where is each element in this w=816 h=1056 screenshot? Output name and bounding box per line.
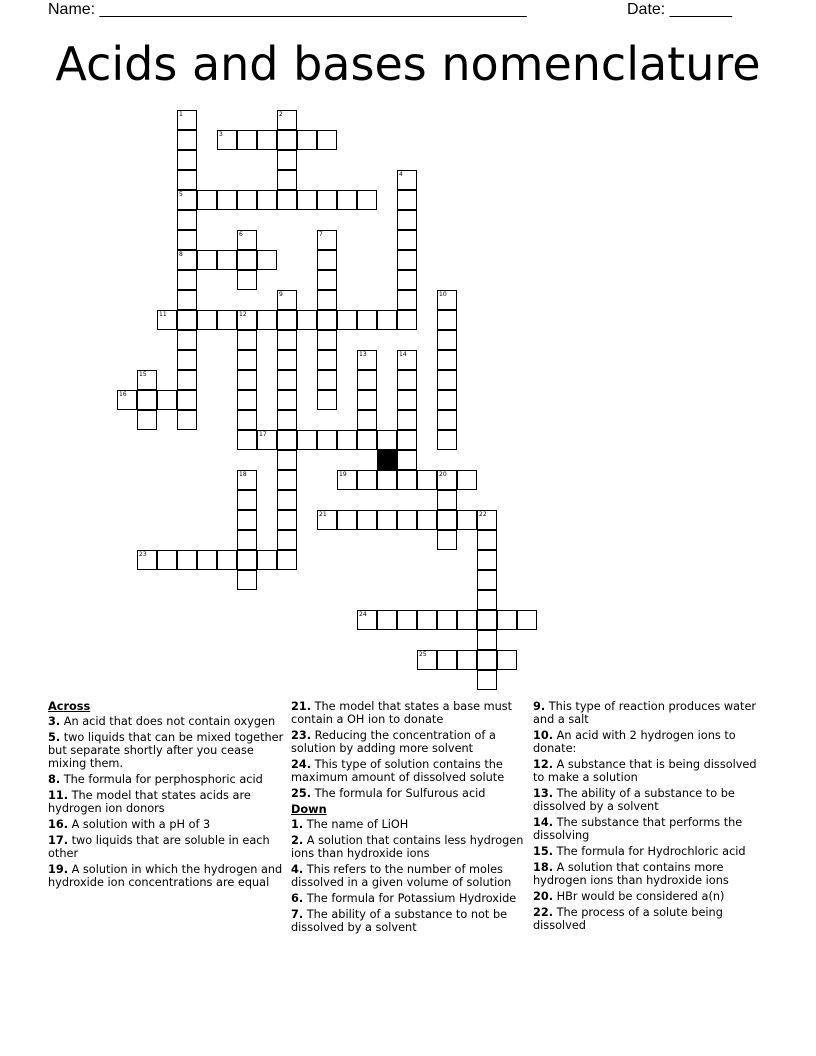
grid-cell[interactable]: [277, 330, 297, 350]
grid-cell[interactable]: [197, 310, 217, 330]
clue-item: [533, 816, 769, 842]
clue-number: 7: [319, 231, 323, 238]
clue-text: The model that states a base must contain a OH ion to donate: [291, 700, 513, 726]
grid-cell[interactable]: [177, 190, 197, 210]
grid-cell[interactable]: [197, 550, 217, 570]
grid-cell[interactable]: [157, 390, 177, 410]
clue-text: The formula for Potassium Hydroxide: [303, 892, 517, 905]
grid-cell[interactable]: [277, 190, 297, 210]
grid-cell[interactable]: [357, 390, 377, 410]
clue-item: [48, 773, 284, 786]
clue-number: 23: [139, 551, 147, 558]
clue-item: [48, 818, 284, 831]
clue-number: 13: [359, 351, 367, 358]
grid-cell[interactable]: [217, 310, 237, 330]
clue-item: [291, 863, 527, 889]
grid-cell[interactable]: [357, 370, 377, 390]
grid-cell[interactable]: [437, 350, 457, 370]
clue-text: Reducing the concentration of a solution by adding more solvent: [291, 729, 496, 755]
grid-cell[interactable]: [317, 510, 337, 530]
grid-cell[interactable]: [477, 570, 497, 590]
clue-text: The model that states acids are hydrogen ion donors: [48, 789, 251, 815]
clue-item: [48, 789, 284, 815]
grid-cell[interactable]: [257, 550, 277, 570]
grid-cell[interactable]: [217, 250, 237, 270]
clue-number: 1: [179, 111, 183, 118]
grid-cell[interactable]: [297, 310, 317, 330]
grid-cell[interactable]: [317, 270, 337, 290]
grid-cell[interactable]: [397, 470, 417, 490]
clue-number-label: 18.: [533, 861, 554, 874]
grid-cell[interactable]: [317, 390, 337, 410]
clue-number-label: 8.: [48, 773, 61, 786]
grid-cell[interactable]: [477, 530, 497, 550]
grid-cell[interactable]: [157, 550, 177, 570]
grid-cell[interactable]: [137, 550, 157, 570]
clue-number-label: 5.: [48, 731, 61, 744]
clue-number-label: 23.: [291, 729, 312, 742]
grid-cell[interactable]: [397, 510, 417, 530]
grid-cell[interactable]: [397, 210, 417, 230]
clue-text: The formula for perphosphoric acid: [60, 773, 263, 786]
grid-cell[interactable]: [377, 610, 397, 630]
clue-number-label: 10.: [533, 729, 554, 742]
clue-item: [533, 787, 769, 813]
grid-cell[interactable]: [477, 670, 497, 690]
grid-cell[interactable]: [437, 470, 457, 490]
grid-cell[interactable]: [317, 290, 337, 310]
grid-cell[interactable]: [337, 510, 357, 530]
grid-cell[interactable]: [397, 190, 417, 210]
grid-cell[interactable]: [217, 550, 237, 570]
clue-number-label: 19.: [48, 863, 69, 876]
grid-cell[interactable]: [397, 170, 417, 190]
clue-number: 24: [359, 611, 367, 618]
clue-text: The formula for Sulfurous acid: [311, 787, 486, 800]
clue-text: The substance that performs the dissolving: [533, 816, 743, 842]
clue-item: [48, 834, 284, 860]
clue-item: [533, 861, 769, 887]
grid-cell[interactable]: [177, 110, 197, 130]
clue-item: [533, 729, 769, 755]
clue-number: 6: [239, 231, 243, 238]
grid-cell[interactable]: [317, 430, 337, 450]
clue-text: A solution with a pH of 3: [68, 818, 211, 831]
grid-cell[interactable]: [497, 610, 517, 630]
grid-cell[interactable]: [177, 290, 197, 310]
clue-number: 19: [339, 471, 347, 478]
grid-cell[interactable]: [477, 550, 497, 570]
clue-number: 3: [219, 131, 223, 138]
grid-cell[interactable]: [377, 310, 397, 330]
clue-number-label: 22.: [533, 906, 554, 919]
grid-cell[interactable]: [337, 190, 357, 210]
grid-cell[interactable]: [257, 250, 277, 270]
clue-number: 9: [279, 291, 283, 298]
clue-text: A solution in which the hydrogen and hydroxide ion concentrations are equal: [48, 863, 283, 889]
grid-cell[interactable]: [357, 610, 377, 630]
clue-number: 17: [259, 431, 267, 438]
clue-item: [291, 729, 527, 755]
grid-cell[interactable]: [237, 370, 257, 390]
clue-text: two liquids that are soluble in each other: [48, 834, 270, 860]
clue-number-label: 1.: [291, 818, 304, 831]
clue-number-label: 6.: [291, 892, 304, 905]
grid-cell[interactable]: [177, 410, 197, 430]
clue-text: The process of a solute being dissolved: [533, 906, 723, 932]
grid-cell[interactable]: [397, 350, 417, 370]
grid-cell[interactable]: [177, 550, 197, 570]
grid-cell[interactable]: [357, 310, 377, 330]
grid-cell[interactable]: [317, 230, 337, 250]
clue-text: HBr would be considered a(n): [553, 890, 725, 903]
clue-number: 8: [179, 251, 183, 258]
clue-text: An acid with 2 hydrogen ions to donate:: [533, 729, 736, 755]
grid-cell[interactable]: [277, 430, 297, 450]
grid-cell[interactable]: [397, 610, 417, 630]
grid-cell[interactable]: [457, 470, 477, 490]
grid-cell[interactable]: [177, 390, 197, 410]
grid-cell[interactable]: [277, 490, 297, 510]
grid-cell[interactable]: [237, 330, 257, 350]
grid-cell[interactable]: [517, 610, 537, 630]
grid-cell[interactable]: [337, 430, 357, 450]
clue-text: A solution that contains more hydrogen ions than hydroxide ions: [533, 861, 729, 887]
clue-number: 14: [399, 351, 407, 358]
grid-cell[interactable]: [357, 510, 377, 530]
clue-number-label: 21.: [291, 700, 312, 713]
grid-cell[interactable]: [397, 310, 417, 330]
clue-item: [48, 715, 284, 728]
grid-cell[interactable]: [257, 430, 277, 450]
clue-number: 22: [479, 511, 487, 518]
clue-item: [291, 818, 527, 831]
grid-cell[interactable]: [437, 390, 457, 410]
across-heading: Across: [48, 700, 91, 713]
clue-text: An acid that does not contain oxygen: [60, 715, 276, 728]
grid-cell[interactable]: [177, 250, 197, 270]
grid-cell[interactable]: [237, 530, 257, 550]
grid-cell[interactable]: [277, 130, 297, 150]
clue-number-label: 9.: [533, 700, 546, 713]
clue-item: [533, 700, 769, 726]
grid-cell[interactable]: [497, 650, 517, 670]
grid-cell[interactable]: [237, 250, 257, 270]
clue-item: [291, 700, 527, 726]
grid-cell[interactable]: [277, 410, 297, 430]
grid-cell[interactable]: [237, 470, 257, 490]
grid-cell[interactable]: [277, 530, 297, 550]
grid-cell[interactable]: [397, 230, 417, 250]
grid-cell[interactable]: [437, 610, 457, 630]
grid-cell[interactable]: [397, 390, 417, 410]
grid-cell[interactable]: [317, 250, 337, 270]
grid-cell[interactable]: [177, 230, 197, 250]
grid-cell[interactable]: [297, 130, 317, 150]
grid-cell[interactable]: [237, 490, 257, 510]
clue-number-label: 25.: [291, 787, 312, 800]
clue-number-label: 3.: [48, 715, 61, 728]
clue-number: 21: [319, 511, 327, 518]
grid-cell[interactable]: [417, 610, 437, 630]
grid-cell[interactable]: [257, 310, 277, 330]
clue-number: 2: [279, 111, 283, 118]
grid-cell[interactable]: [237, 570, 257, 590]
grid-cell[interactable]: [177, 210, 197, 230]
grid-cell[interactable]: [397, 430, 417, 450]
grid-cell[interactable]: [237, 190, 257, 210]
grid-cell[interactable]: [357, 430, 377, 450]
grid-cell[interactable]: [277, 470, 297, 490]
grid-cell[interactable]: [237, 130, 257, 150]
grid-cell[interactable]: [477, 510, 497, 530]
black-cell: [377, 450, 397, 470]
grid-cell[interactable]: [177, 310, 197, 330]
grid-cell[interactable]: [217, 190, 237, 210]
across-clue-list-continued: [291, 700, 527, 800]
grid-cell[interactable]: [137, 410, 157, 430]
grid-cell[interactable]: [257, 190, 277, 210]
clue-text: This refers to the number of moles dissolved in a given volume of solution: [291, 863, 512, 889]
grid-cell[interactable]: [257, 130, 277, 150]
clue-text: A solution that contains less hydrogen ions than hydroxide ions: [291, 834, 524, 860]
grid-cell[interactable]: [317, 190, 337, 210]
grid-cell[interactable]: [177, 330, 197, 350]
clue-item: [533, 845, 769, 858]
clue-number: 10: [439, 291, 447, 298]
grid-cell[interactable]: [457, 610, 477, 630]
grid-cell[interactable]: [177, 150, 197, 170]
grid-cell[interactable]: [317, 350, 337, 370]
down-heading: Down: [291, 803, 327, 816]
grid-cell[interactable]: [277, 310, 297, 330]
grid-cell[interactable]: [237, 510, 257, 530]
grid-cell[interactable]: [277, 510, 297, 530]
grid-cell[interactable]: [317, 330, 337, 350]
clue-number-label: 11.: [48, 789, 69, 802]
clue-text: The formula for Hydrochloric acid: [553, 845, 746, 858]
clue-number: 18: [239, 471, 247, 478]
clue-number: 15: [139, 371, 147, 378]
clue-number-label: 15.: [533, 845, 554, 858]
grid-cell[interactable]: [417, 510, 437, 530]
clue-number-label: 7.: [291, 908, 304, 921]
clue-item: [533, 758, 769, 784]
clue-item: [533, 906, 769, 932]
clue-number-label: 2.: [291, 834, 304, 847]
grid-cell[interactable]: [137, 370, 157, 390]
grid-cell[interactable]: [357, 410, 377, 430]
grid-cell[interactable]: [377, 470, 397, 490]
grid-cell[interactable]: [437, 410, 457, 430]
grid-cell[interactable]: [117, 390, 137, 410]
clue-text: This type of solution contains the maximum amount of dissolved solute: [291, 758, 505, 784]
page-title: Acids and bases nomenclature: [55, 37, 761, 91]
clue-item: [48, 863, 284, 889]
grid-cell[interactable]: [277, 550, 297, 570]
grid-cell[interactable]: [457, 650, 477, 670]
grid-cell[interactable]: [437, 650, 457, 670]
grid-cell[interactable]: [217, 130, 237, 150]
clue-number: 20: [439, 471, 447, 478]
clue-item: [291, 892, 527, 905]
grid-cell[interactable]: [437, 490, 457, 510]
grid-cell[interactable]: [197, 250, 217, 270]
grid-cell[interactable]: [437, 330, 457, 350]
grid-cell[interactable]: [337, 470, 357, 490]
down-clue-list-continued: [533, 700, 769, 932]
clue-number: 25: [419, 651, 427, 658]
grid-cell[interactable]: [477, 610, 497, 630]
grid-cell[interactable]: [197, 190, 217, 210]
clue-text: This type of reaction produces water and a salt: [533, 700, 757, 726]
grid-cell[interactable]: [277, 390, 297, 410]
grid-cell[interactable]: [397, 250, 417, 270]
clue-number-label: 14.: [533, 816, 554, 829]
grid-cell[interactable]: [377, 510, 397, 530]
grid-cell[interactable]: [177, 350, 197, 370]
clue-number-label: 17.: [48, 834, 69, 847]
grid-cell[interactable]: [317, 370, 337, 390]
header: [48, 0, 748, 20]
grid-cell[interactable]: [337, 310, 357, 330]
grid-cell[interactable]: [277, 450, 297, 470]
name-field[interactable]: Name: ________________________________________________: [48, 1, 527, 18]
grid-cell[interactable]: [177, 130, 197, 150]
grid-cell[interactable]: [397, 370, 417, 390]
grid-cell[interactable]: [397, 410, 417, 430]
clue-item: [291, 758, 527, 784]
grid-cell[interactable]: [437, 310, 457, 330]
grid-cell[interactable]: [177, 370, 197, 390]
grid-cell[interactable]: [357, 470, 377, 490]
clue-number: 16: [119, 391, 127, 398]
grid-cell[interactable]: [437, 370, 457, 390]
clue-column-1: [48, 700, 284, 892]
clue-number-label: 20.: [533, 890, 554, 903]
clue-number: 5: [179, 191, 183, 198]
grid-cell[interactable]: [477, 630, 497, 650]
grid-cell[interactable]: [277, 110, 297, 130]
clue-text: The ability of a substance to be dissolved by a solvent: [533, 787, 735, 813]
grid-cell[interactable]: [237, 430, 257, 450]
clue-text: The ability of a substance to not be dissolved by a solvent: [291, 908, 508, 934]
grid-cell[interactable]: [277, 350, 297, 370]
grid-cell[interactable]: [377, 430, 397, 450]
grid-cell[interactable]: [177, 170, 197, 190]
clue-number-label: 12.: [533, 758, 554, 771]
grid-cell[interactable]: [277, 370, 297, 390]
clue-item: [291, 834, 527, 860]
grid-cell[interactable]: [237, 310, 257, 330]
clue-number: 4: [399, 171, 403, 178]
grid-cell[interactable]: [237, 410, 257, 430]
grid-cell[interactable]: [277, 170, 297, 190]
grid-cell[interactable]: [157, 310, 177, 330]
clue-number-label: 4.: [291, 863, 304, 876]
grid-cell[interactable]: [237, 350, 257, 370]
clue-column-2: [291, 700, 527, 937]
clue-text: two liquids that can be mixed together but separate shortly after you cease mixing them.: [48, 731, 284, 770]
grid-cell[interactable]: [477, 590, 497, 610]
grid-cell[interactable]: [437, 510, 457, 530]
grid-cell[interactable]: [397, 450, 417, 470]
clue-number-label: 16.: [48, 818, 69, 831]
date-field[interactable]: Date: _______: [627, 1, 732, 18]
clue-item: [291, 787, 527, 800]
clue-column-3: [533, 700, 769, 935]
grid-cell[interactable]: [237, 230, 257, 250]
clue-item: [48, 731, 284, 770]
grid-cell[interactable]: [237, 390, 257, 410]
grid-cell[interactable]: [297, 430, 317, 450]
grid-cell[interactable]: [317, 310, 337, 330]
grid-cell[interactable]: [417, 650, 437, 670]
grid-cell[interactable]: [277, 290, 297, 310]
grid-cell[interactable]: [397, 270, 417, 290]
grid-cell[interactable]: [237, 550, 257, 570]
clue-item: [291, 908, 527, 934]
grid-cell[interactable]: [177, 270, 197, 290]
clue-text: The name of LiOH: [303, 818, 409, 831]
grid-cell[interactable]: [137, 390, 157, 410]
grid-cell[interactable]: [437, 430, 457, 450]
grid-cell[interactable]: [417, 470, 437, 490]
grid-cell[interactable]: [317, 130, 337, 150]
clue-item: [533, 890, 769, 903]
grid-cell[interactable]: [237, 270, 257, 290]
clue-number-label: 24.: [291, 758, 312, 771]
grid-cell[interactable]: [397, 290, 417, 310]
clue-number: 12: [239, 311, 247, 318]
across-clue-list: [48, 715, 284, 889]
clue-text: A substance that is being dissolved to make a solution: [533, 758, 757, 784]
down-clue-list: [291, 818, 527, 934]
grid-cell[interactable]: [477, 650, 497, 670]
grid-cell[interactable]: [357, 350, 377, 370]
clue-number-label: 13.: [533, 787, 554, 800]
grid-cell[interactable]: [437, 530, 457, 550]
clue-number: 11: [159, 311, 167, 318]
grid-cell[interactable]: [297, 190, 317, 210]
grid-cell[interactable]: [277, 150, 297, 170]
grid-cell[interactable]: [457, 510, 477, 530]
grid-cell[interactable]: [357, 190, 377, 210]
grid-cell[interactable]: [437, 290, 457, 310]
